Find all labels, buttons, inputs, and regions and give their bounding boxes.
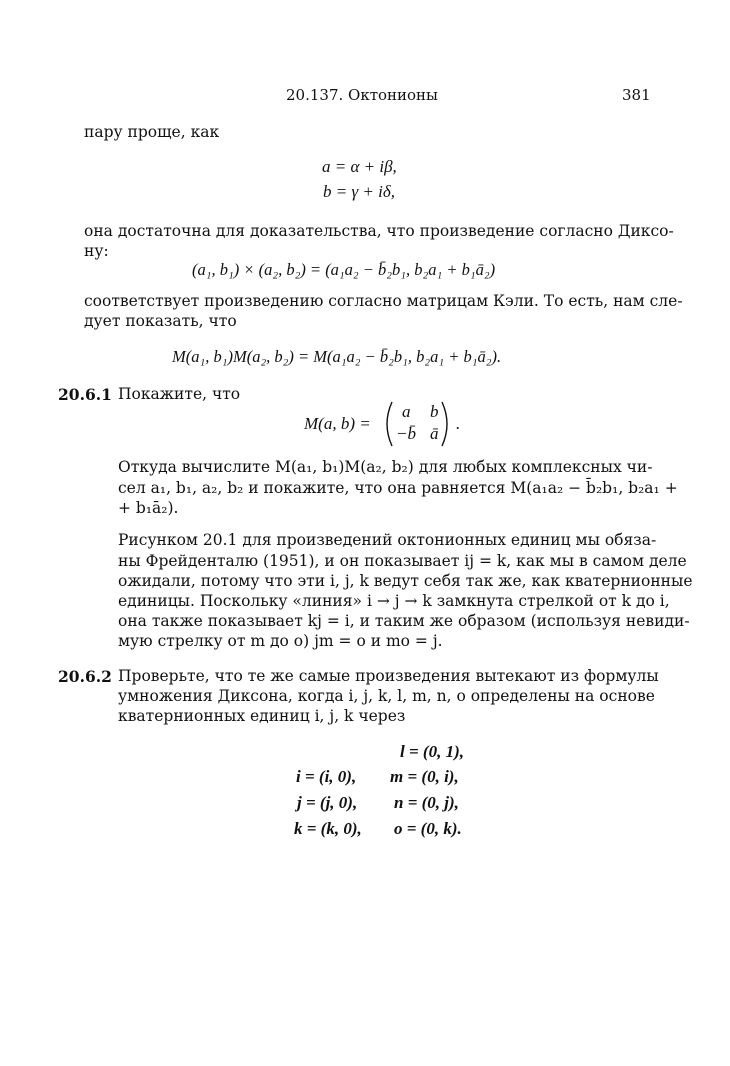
para-freudenthal-line6: мую стрелку от m до o) jm = o и mo = j. — [118, 632, 443, 650]
exercise-2-line3: кватернионных единиц i, j, k через — [118, 707, 406, 725]
exercise-1-line2: сел a₁, b₁, a₂, b₂ и покажите, что она равняется M(a₁a₂ − b̄₂b₁, b₂a₁ + — [118, 479, 678, 497]
para-dickson-line1: она достаточна для доказательства, что произведение согласно Диксо- — [84, 222, 674, 240]
equation-matrix-product: M(a₁, b₁)M(a₂, b₂) = M(a₁a₂ − b̄₂b₁, b₂a₁ + b₁ā₂). — [172, 347, 502, 366]
exercise-number-1: 20.6.1 — [58, 385, 112, 404]
def-o: o = (0, k). — [394, 819, 462, 838]
equation-b: b = γ + iδ, — [323, 182, 396, 201]
equation-dickson-product: (a₁, b₁) × (a₂, b₂) = (a₁a₂ − b̄₂b₁, b₂a₁ + b₁ā₂) — [192, 260, 496, 279]
def-n: n = (0, j), — [394, 793, 459, 812]
def-m: m = (0, i), — [390, 767, 459, 786]
para-freudenthal-line5: она также показывает kj = i, и таким же образом (используя невиди- — [118, 612, 690, 630]
para-cayley-line1: соответствует произведению согласно матрицам Кэли. То есть, нам сле- — [84, 292, 683, 310]
def-i: i = (i, 0), — [296, 767, 357, 786]
running-header: 20.137. Октонионы — [286, 86, 438, 104]
para-freudenthal-line1: Рисунком 20.1 для произведений октонионных единиц мы обяза- — [118, 531, 657, 549]
matrix-r1c2: b — [430, 402, 439, 421]
matrix-r1c1: a — [402, 402, 411, 421]
exercise-1-intro: Покажите, что — [118, 385, 241, 403]
exercise-1-line1: Откуда вычислите M(a₁, b₁)M(a₂, b₂) для любых комплексных чи- — [118, 458, 653, 476]
para-freudenthal-line4: единицы. Поскольку «линия» i → j → k замкнута стрелкой от k до i, — [118, 592, 670, 610]
para-dickson-line2: ну: — [84, 242, 109, 260]
matrix-lhs: M(a, b) = — [304, 414, 371, 433]
equation-a: a = α + iβ, — [322, 157, 397, 176]
matrix-period: . — [456, 414, 461, 433]
def-j: j = (j, 0), — [297, 793, 358, 812]
para-freudenthal-line2: ны Фрейденталю (1951), и он показывает ij = k, как мы в самом деле — [118, 552, 687, 570]
matrix-r2c2: ā — [430, 424, 439, 443]
para-freudenthal-line3: ожидали, потому что эти i, j, k ведут себя так же, как кватернионные — [118, 572, 693, 590]
para-cayley-line2: дует показать, что — [84, 312, 237, 330]
exercise-2-line1: Проверьте, что те же самые произведения вытекают из формулы — [118, 667, 659, 685]
matrix-brackets — [382, 400, 462, 448]
matrix-r2c1: −b̄ — [396, 424, 416, 443]
intro-text: пару проще, как — [84, 123, 220, 141]
def-k: k = (k, 0), — [294, 819, 362, 838]
exercise-1-line3: + b₁ā₂). — [118, 499, 179, 517]
def-l: l = (0, 1), — [400, 742, 464, 761]
exercise-number-2: 20.6.2 — [58, 667, 112, 686]
page-number: 381 — [622, 86, 651, 104]
exercise-2-line2: умножения Диксона, когда i, j, k, l, m, n, o определены на основе — [118, 687, 655, 705]
